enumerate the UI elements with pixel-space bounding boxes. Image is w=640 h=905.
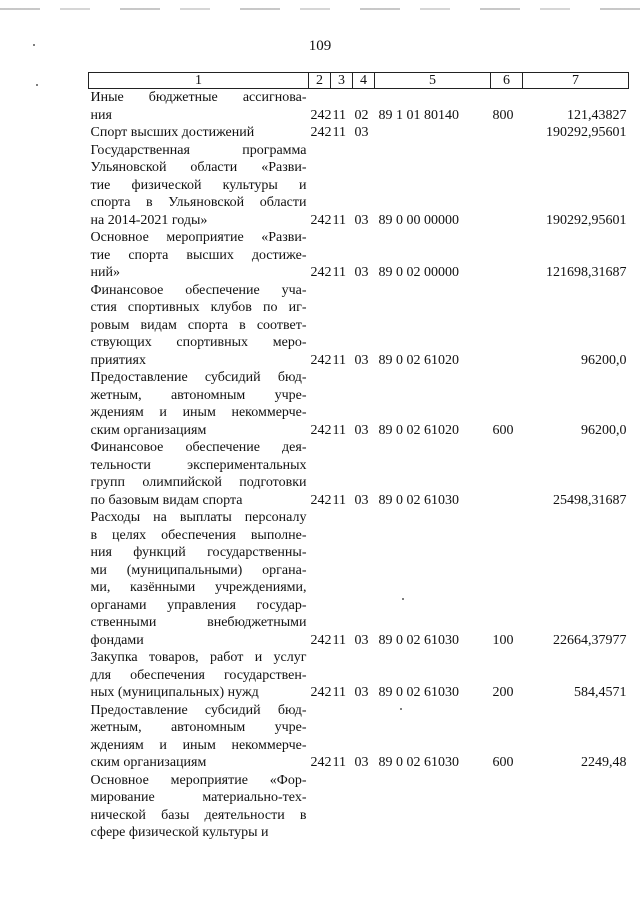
item-name-line: для обеспечения государствен- (90, 667, 307, 683)
target-article-code: 89 0 02 61030 (378, 685, 459, 700)
item-name-line: Спорт высших достижений (90, 125, 255, 140)
subsection-code: 03 (354, 422, 369, 438)
expense-type-code (491, 439, 523, 509)
item-name-line: в целях обеспечения выполне- (90, 527, 307, 543)
table-row (89, 772, 629, 842)
item-name-line: ствующих спортивных меро- (90, 335, 307, 350)
ministry-code: 242 (310, 212, 332, 228)
item-name (89, 142, 309, 230)
target-article-code: 89 0 02 61030 (378, 755, 459, 770)
section-code: 11 (332, 212, 346, 228)
section-code: 11 (332, 422, 346, 438)
item-name-line: ждениям и иным некоммерче- (90, 405, 307, 420)
expense-type-code: 600 (492, 422, 514, 438)
item-name-line: спорта в Ульяновской области (90, 195, 307, 210)
item-name-line: Финансовое обеспечение уча- (90, 282, 307, 298)
target-article-code: 89 1 01 80140 (378, 107, 459, 123)
subsection-code: 03 (354, 632, 369, 648)
item-name-line: тие физической культуры и (90, 177, 307, 193)
expense-type-code: 100 (492, 632, 514, 648)
section-code: 11 (332, 125, 346, 140)
table-row (89, 439, 629, 509)
page-number: 109 (308, 38, 332, 54)
item-name-line: Основное мероприятие «Разви- (90, 230, 307, 245)
column-header: 3 (331, 73, 353, 89)
target-article-code: 89 0 02 00000 (378, 265, 459, 280)
item-name-line: ждениям и иным некоммерче- (90, 737, 307, 753)
subsection-code: 03 (354, 265, 369, 280)
subsection-code: 02 (354, 107, 369, 123)
expense-type-code (491, 772, 523, 842)
item-name-line: ния функций государственны- (90, 545, 307, 560)
table-row (89, 89, 629, 125)
column-header: 5 (375, 73, 491, 89)
item-name-line: стия спортивных клубов по иг- (90, 300, 307, 315)
column-header: 7 (523, 73, 629, 89)
expense-type-code: 600 (492, 755, 514, 770)
column-header: 2 (309, 73, 331, 89)
item-name-line: по базовым видам спорта (90, 492, 243, 508)
column-header: 6 (491, 73, 523, 89)
item-name-line: жетным, автономным учре- (90, 720, 307, 735)
ministry-code: 242 (310, 422, 332, 438)
item-name-line: Предоставление субсидий бюд- (90, 370, 307, 385)
subsection-code: 03 (354, 492, 369, 508)
item-name-line: Основное мероприятие «Фор- (90, 772, 307, 788)
expense-type-code (491, 282, 523, 370)
ministry-code: 242 (310, 685, 332, 700)
expense-type-code: 200 (492, 685, 514, 700)
expense-type-code (491, 229, 523, 282)
section-code: 11 (332, 265, 346, 280)
table-row (89, 649, 629, 702)
item-name-line: на 2014-2021 годы» (90, 212, 208, 228)
item-name-line: ми, казёнными учреждениями, (90, 580, 307, 595)
subsection-code (353, 772, 375, 842)
amount (523, 772, 629, 842)
item-name-line: сфере физической культуры и (90, 825, 269, 840)
item-name-line: Предоставление субсидий бюд- (90, 702, 307, 718)
subsection-code: 03 (354, 755, 369, 770)
item-name (89, 229, 309, 282)
target-article-code (375, 124, 491, 142)
item-name-line: ния (90, 107, 112, 123)
budget-table-container (88, 72, 628, 842)
item-name-line: ским организациям (90, 422, 207, 438)
target-article-code: 89 0 02 61020 (378, 352, 459, 368)
ministry-code: 242 (310, 755, 332, 770)
amount: 121698,31687 (546, 265, 627, 280)
item-name-line: тие спорта высших достиже- (90, 247, 307, 263)
ministry-code: 242 (310, 492, 332, 508)
amount: 2249,48 (581, 755, 627, 770)
item-name-line: ственными внебюджетными (90, 615, 307, 630)
item-name-line: органами управления государ- (90, 597, 307, 613)
table-row (89, 369, 629, 439)
item-name-line: Финансовое обеспечение дея- (90, 440, 307, 455)
budget-table (88, 72, 629, 842)
table-row (89, 702, 629, 772)
section-code: 11 (332, 107, 346, 123)
item-name (89, 439, 309, 509)
table-row (89, 509, 629, 649)
column-header: 4 (353, 73, 375, 89)
table-row (89, 282, 629, 370)
target-article-code (375, 772, 491, 842)
item-name (89, 702, 309, 772)
item-name-line: жетным, автономным учре- (90, 387, 307, 403)
amount: 22664,37977 (553, 632, 627, 648)
item-name (89, 772, 309, 842)
section-code: 11 (332, 632, 346, 648)
table-row (89, 229, 629, 282)
table-row (89, 142, 629, 230)
item-name (89, 124, 309, 142)
section-code (331, 772, 353, 842)
item-name-line: Закупка товаров, работ и услуг (90, 650, 307, 665)
section-code: 11 (332, 492, 346, 508)
item-name-line: ний» (90, 265, 120, 280)
expense-type-code: 800 (492, 107, 514, 123)
scan-edge-artifact (0, 8, 640, 10)
subsection-code: 03 (354, 352, 369, 368)
item-name (89, 509, 309, 649)
section-code: 11 (332, 685, 346, 700)
amount: 121,43827 (567, 107, 627, 123)
item-name-line: ми (муниципальными) органа- (90, 562, 307, 578)
table-header (89, 73, 629, 89)
column-header: 1 (89, 73, 309, 89)
table-body (89, 89, 629, 842)
item-name-line: мирование материально-тех- (90, 790, 307, 805)
section-code: 11 (332, 755, 346, 770)
ministry-code: 242 (310, 107, 332, 123)
amount: 584,4571 (574, 685, 627, 700)
target-article-code: 89 0 02 61020 (378, 422, 459, 438)
item-name-line: Иные бюджетные ассигнова- (90, 90, 307, 105)
column-number-row (89, 73, 629, 89)
amount: 96200,0 (581, 352, 627, 368)
item-name-line: нической базы деятельности в (90, 807, 307, 823)
target-article-code: 89 0 02 61030 (378, 632, 459, 648)
subsection-code: 03 (354, 685, 369, 700)
ministry-code: 242 (310, 125, 332, 140)
item-name (89, 89, 309, 125)
target-article-code: 89 0 02 61030 (378, 492, 459, 508)
amount: 190292,95601 (546, 125, 627, 140)
item-name-line: ским организациям (90, 755, 207, 770)
scan-speck (36, 84, 38, 86)
subsection-code: 03 (354, 125, 369, 140)
table-row (89, 124, 629, 142)
item-name-line: Расходы на выплаты персоналу (90, 510, 307, 525)
amount: 96200,0 (581, 422, 627, 438)
ministry-code: 242 (310, 352, 332, 368)
expense-type-code (491, 124, 523, 142)
item-name (89, 649, 309, 702)
item-name-line: фондами (90, 632, 144, 648)
item-name-line: Ульяновской области «Разви- (90, 160, 307, 175)
subsection-code: 03 (354, 212, 369, 228)
item-name (89, 369, 309, 439)
item-name-line: Государственная программа (90, 142, 307, 158)
item-name-line: тельности экспериментальных (90, 457, 307, 473)
expense-type-code (491, 142, 523, 230)
item-name-line: приятиях (90, 352, 146, 368)
item-name-line: ных (муниципальных) нужд (90, 685, 259, 700)
item-name-line: ровым видам спорта в соответ- (90, 317, 307, 333)
ministry-code: 242 (310, 265, 332, 280)
section-code: 11 (332, 352, 346, 368)
target-article-code: 89 0 00 00000 (378, 212, 459, 228)
amount: 190292,95601 (546, 212, 627, 228)
item-name (89, 282, 309, 370)
ministry-code (309, 772, 331, 842)
amount: 25498,31687 (553, 492, 627, 508)
item-name-line: групп олимпийской подготовки (90, 475, 307, 490)
ministry-code: 242 (310, 632, 332, 648)
